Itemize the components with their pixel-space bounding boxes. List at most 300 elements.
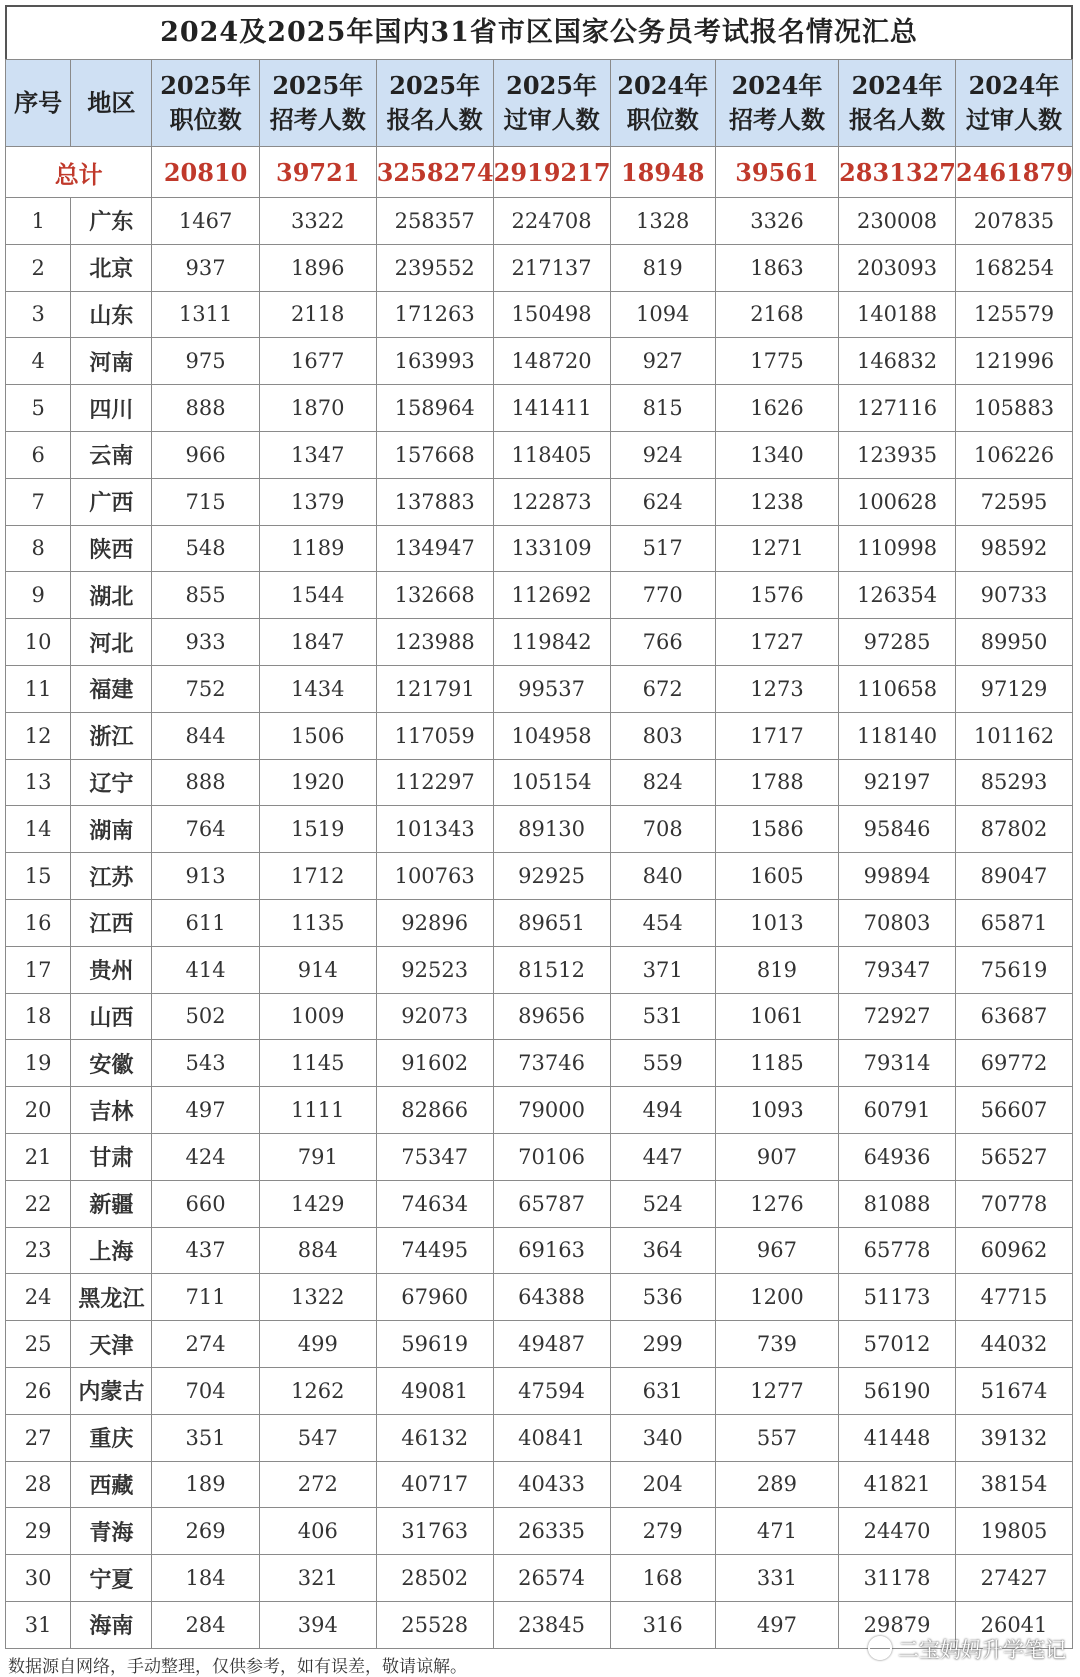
total-cell: 20810 (152, 147, 259, 198)
watermark: 二宝妈妈升学笔记 (868, 1634, 1066, 1664)
region-cell: 安徽 (71, 1040, 152, 1087)
value-cell: 272 (259, 1461, 376, 1508)
data-table (5, 59, 1073, 1649)
seq-cell: 26 (6, 1367, 71, 1414)
table-row (6, 338, 1073, 385)
value-cell: 230008 (839, 198, 956, 245)
table-row (6, 853, 1073, 900)
region-cell: 重庆 (71, 1414, 152, 1461)
value-cell: 56607 (956, 1087, 1073, 1134)
region-cell: 四川 (71, 385, 152, 432)
value-cell: 739 (715, 1321, 838, 1368)
value-cell: 123988 (376, 619, 493, 666)
value-cell: 933 (152, 619, 259, 666)
total-cell: 2461879 (956, 147, 1073, 198)
value-cell: 117059 (376, 712, 493, 759)
seq-cell: 1 (6, 198, 71, 245)
value-cell: 888 (152, 385, 259, 432)
value-cell: 150498 (493, 291, 610, 338)
value-cell: 321 (259, 1555, 376, 1602)
value-cell: 104958 (493, 712, 610, 759)
value-cell: 27427 (956, 1555, 1073, 1602)
value-cell: 26335 (493, 1508, 610, 1555)
value-cell: 92073 (376, 993, 493, 1040)
value-cell: 660 (152, 1180, 259, 1227)
value-cell: 1094 (610, 291, 715, 338)
value-cell: 2168 (715, 291, 838, 338)
seq-cell: 24 (6, 1274, 71, 1321)
seq-cell: 8 (6, 525, 71, 572)
seq-cell: 13 (6, 759, 71, 806)
value-cell: 1276 (715, 1180, 838, 1227)
value-cell: 239552 (376, 244, 493, 291)
table-row (6, 1508, 1073, 1555)
value-cell: 1788 (715, 759, 838, 806)
value-cell: 913 (152, 853, 259, 900)
seq-cell: 9 (6, 572, 71, 619)
value-cell: 752 (152, 665, 259, 712)
value-cell: 791 (259, 1133, 376, 1180)
region-cell: 广东 (71, 198, 152, 245)
table-row (6, 899, 1073, 946)
value-cell: 207835 (956, 198, 1073, 245)
value-cell: 101162 (956, 712, 1073, 759)
region-cell: 浙江 (71, 712, 152, 759)
value-cell: 499 (259, 1321, 376, 1368)
value-cell: 75619 (956, 946, 1073, 993)
value-cell: 60791 (839, 1087, 956, 1134)
value-cell: 98592 (956, 525, 1073, 572)
value-cell: 1379 (259, 478, 376, 525)
region-cell: 西藏 (71, 1461, 152, 1508)
value-cell: 371 (610, 946, 715, 993)
value-cell: 258357 (376, 198, 493, 245)
region-cell: 北京 (71, 244, 152, 291)
value-cell: 25528 (376, 1601, 493, 1648)
header-col-4: 2025年 过审人数 (493, 60, 610, 147)
value-cell: 914 (259, 946, 376, 993)
table-row (6, 1555, 1073, 1602)
value-cell: 40433 (493, 1461, 610, 1508)
value-cell: 531 (610, 993, 715, 1040)
value-cell: 70778 (956, 1180, 1073, 1227)
value-cell: 1712 (259, 853, 376, 900)
value-cell: 1586 (715, 806, 838, 853)
header-col-1: 2025年 职位数 (152, 60, 259, 147)
value-cell: 1467 (152, 198, 259, 245)
value-cell: 89656 (493, 993, 610, 1040)
value-cell: 184 (152, 1555, 259, 1602)
value-cell: 217137 (493, 244, 610, 291)
region-cell: 新疆 (71, 1180, 152, 1227)
seq-cell: 14 (6, 806, 71, 853)
seq-cell: 11 (6, 665, 71, 712)
value-cell: 331 (715, 1555, 838, 1602)
value-cell: 31763 (376, 1508, 493, 1555)
value-cell: 1262 (259, 1367, 376, 1414)
value-cell: 89950 (956, 619, 1073, 666)
value-cell: 967 (715, 1227, 838, 1274)
region-cell: 黑龙江 (71, 1274, 152, 1321)
value-cell: 47594 (493, 1367, 610, 1414)
table-row (6, 1180, 1073, 1227)
table-row (6, 291, 1073, 338)
value-cell: 203093 (839, 244, 956, 291)
seq-cell: 16 (6, 899, 71, 946)
value-cell: 1727 (715, 619, 838, 666)
value-cell: 60962 (956, 1227, 1073, 1274)
header-col-3: 2025年 报名人数 (376, 60, 493, 147)
value-cell: 351 (152, 1414, 259, 1461)
value-cell: 844 (152, 712, 259, 759)
value-cell: 99537 (493, 665, 610, 712)
value-cell: 494 (610, 1087, 715, 1134)
table-row (6, 431, 1073, 478)
table-row (6, 665, 1073, 712)
value-cell: 65871 (956, 899, 1073, 946)
seq-cell: 7 (6, 478, 71, 525)
table-row (6, 619, 1073, 666)
value-cell: 299 (610, 1321, 715, 1368)
region-cell: 内蒙古 (71, 1367, 152, 1414)
value-cell: 148720 (493, 338, 610, 385)
region-cell: 宁夏 (71, 1555, 152, 1602)
total-cell: 39561 (715, 147, 838, 198)
value-cell: 907 (715, 1133, 838, 1180)
value-cell: 1863 (715, 244, 838, 291)
table-row (6, 525, 1073, 572)
value-cell: 125579 (956, 291, 1073, 338)
value-cell: 92925 (493, 853, 610, 900)
value-cell: 118140 (839, 712, 956, 759)
value-cell: 1347 (259, 431, 376, 478)
seq-cell: 19 (6, 1040, 71, 1087)
table-row (6, 478, 1073, 525)
value-cell: 1111 (259, 1087, 376, 1134)
value-cell: 631 (610, 1367, 715, 1414)
seq-cell: 12 (6, 712, 71, 759)
table-row (6, 385, 1073, 432)
value-cell: 1717 (715, 712, 838, 759)
value-cell: 46132 (376, 1414, 493, 1461)
value-cell: 517 (610, 525, 715, 572)
seq-cell: 25 (6, 1321, 71, 1368)
value-cell: 41448 (839, 1414, 956, 1461)
region-cell: 广西 (71, 478, 152, 525)
value-cell: 56527 (956, 1133, 1073, 1180)
value-cell: 547 (259, 1414, 376, 1461)
value-cell: 611 (152, 899, 259, 946)
value-cell: 105883 (956, 385, 1073, 432)
region-cell: 上海 (71, 1227, 152, 1274)
value-cell: 1009 (259, 993, 376, 1040)
value-cell: 1896 (259, 244, 376, 291)
value-cell: 1322 (259, 1274, 376, 1321)
region-cell: 河南 (71, 338, 152, 385)
seq-cell: 22 (6, 1180, 71, 1227)
value-cell: 624 (610, 478, 715, 525)
value-cell: 1775 (715, 338, 838, 385)
value-cell: 95846 (839, 806, 956, 853)
value-cell: 1340 (715, 431, 838, 478)
value-cell: 79314 (839, 1040, 956, 1087)
region-cell: 陕西 (71, 525, 152, 572)
region-cell: 海南 (71, 1601, 152, 1648)
value-cell: 63687 (956, 993, 1073, 1040)
seq-cell: 6 (6, 431, 71, 478)
value-cell: 502 (152, 993, 259, 1040)
value-cell: 122873 (493, 478, 610, 525)
table-row (6, 1321, 1073, 1368)
value-cell: 1277 (715, 1367, 838, 1414)
value-cell: 557 (715, 1414, 838, 1461)
value-cell: 888 (152, 759, 259, 806)
total-cell: 3258274 (376, 147, 493, 198)
table-row (6, 572, 1073, 619)
value-cell: 87802 (956, 806, 1073, 853)
table-row (6, 244, 1073, 291)
value-cell: 99894 (839, 853, 956, 900)
value-cell: 74495 (376, 1227, 493, 1274)
value-cell: 126354 (839, 572, 956, 619)
value-cell: 85293 (956, 759, 1073, 806)
value-cell: 110998 (839, 525, 956, 572)
value-cell: 927 (610, 338, 715, 385)
value-cell: 73746 (493, 1040, 610, 1087)
value-cell: 49081 (376, 1367, 493, 1414)
value-cell: 1506 (259, 712, 376, 759)
seq-cell: 27 (6, 1414, 71, 1461)
table-row (6, 759, 1073, 806)
value-cell: 1238 (715, 478, 838, 525)
value-cell: 1311 (152, 291, 259, 338)
value-cell: 855 (152, 572, 259, 619)
value-cell: 41821 (839, 1461, 956, 1508)
value-cell: 1519 (259, 806, 376, 853)
watermark-logo-icon (868, 1636, 892, 1660)
value-cell: 26041 (956, 1601, 1073, 1648)
header-col-7: 2024年 报名人数 (839, 60, 956, 147)
value-cell: 424 (152, 1133, 259, 1180)
value-cell: 543 (152, 1040, 259, 1087)
value-cell: 123935 (839, 431, 956, 478)
table-row (6, 712, 1073, 759)
value-cell: 89651 (493, 899, 610, 946)
value-cell: 171263 (376, 291, 493, 338)
seq-cell: 31 (6, 1601, 71, 1648)
value-cell: 121996 (956, 338, 1073, 385)
table-row (6, 1040, 1073, 1087)
seq-cell: 30 (6, 1555, 71, 1602)
value-cell: 414 (152, 946, 259, 993)
value-cell: 133109 (493, 525, 610, 572)
value-cell: 274 (152, 1321, 259, 1368)
value-cell: 819 (610, 244, 715, 291)
value-cell: 764 (152, 806, 259, 853)
value-cell: 64388 (493, 1274, 610, 1321)
value-cell: 110658 (839, 665, 956, 712)
total-cell: 2919217 (493, 147, 610, 198)
value-cell: 168254 (956, 244, 1073, 291)
value-cell: 1870 (259, 385, 376, 432)
value-cell: 224708 (493, 198, 610, 245)
value-cell: 1185 (715, 1040, 838, 1087)
total-cell: 39721 (259, 147, 376, 198)
value-cell: 340 (610, 1414, 715, 1461)
value-cell: 157668 (376, 431, 493, 478)
table-row (6, 1087, 1073, 1134)
region-cell: 山东 (71, 291, 152, 338)
value-cell: 204 (610, 1461, 715, 1508)
value-cell: 394 (259, 1601, 376, 1648)
value-cell: 824 (610, 759, 715, 806)
seq-cell: 3 (6, 291, 71, 338)
seq-cell: 18 (6, 993, 71, 1040)
table-row (6, 1414, 1073, 1461)
value-cell: 29879 (839, 1601, 956, 1648)
region-cell: 湖南 (71, 806, 152, 853)
value-cell: 112692 (493, 572, 610, 619)
value-cell: 708 (610, 806, 715, 853)
value-cell: 1544 (259, 572, 376, 619)
value-cell: 884 (259, 1227, 376, 1274)
header-col-6: 2024年 招考人数 (715, 60, 838, 147)
value-cell: 536 (610, 1274, 715, 1321)
seq-cell: 2 (6, 244, 71, 291)
value-cell: 672 (610, 665, 715, 712)
header-col-2: 2025年 招考人数 (259, 60, 376, 147)
value-cell: 89130 (493, 806, 610, 853)
table-row (6, 1227, 1073, 1274)
value-cell: 40717 (376, 1461, 493, 1508)
value-cell: 715 (152, 478, 259, 525)
value-cell: 1135 (259, 899, 376, 946)
value-cell: 937 (152, 244, 259, 291)
value-cell: 31178 (839, 1555, 956, 1602)
summary-sheet (5, 5, 1073, 1649)
value-cell: 524 (610, 1180, 715, 1227)
value-cell: 269 (152, 1508, 259, 1555)
value-cell: 26574 (493, 1555, 610, 1602)
value-cell: 2118 (259, 291, 376, 338)
value-cell: 121791 (376, 665, 493, 712)
table-row (6, 993, 1073, 1040)
value-cell: 1271 (715, 525, 838, 572)
value-cell: 1677 (259, 338, 376, 385)
value-cell: 924 (610, 431, 715, 478)
region-cell: 甘肃 (71, 1133, 152, 1180)
region-cell: 辽宁 (71, 759, 152, 806)
seq-cell: 23 (6, 1227, 71, 1274)
value-cell: 497 (152, 1087, 259, 1134)
value-cell: 132668 (376, 572, 493, 619)
value-cell: 1429 (259, 1180, 376, 1227)
value-cell: 92896 (376, 899, 493, 946)
value-cell: 119842 (493, 619, 610, 666)
table-title: 2024及2025年国内31省市区国家公务员考试报名情况汇总 (5, 5, 1073, 59)
value-cell: 59619 (376, 1321, 493, 1368)
seq-cell: 17 (6, 946, 71, 993)
value-cell: 70106 (493, 1133, 610, 1180)
value-cell: 97129 (956, 665, 1073, 712)
value-cell: 279 (610, 1508, 715, 1555)
value-cell: 316 (610, 1601, 715, 1648)
seq-cell: 20 (6, 1087, 71, 1134)
value-cell: 1145 (259, 1040, 376, 1087)
value-cell: 497 (715, 1601, 838, 1648)
value-cell: 770 (610, 572, 715, 619)
value-cell: 137883 (376, 478, 493, 525)
value-cell: 189 (152, 1461, 259, 1508)
value-cell: 112297 (376, 759, 493, 806)
value-cell: 38154 (956, 1461, 1073, 1508)
seq-cell: 4 (6, 338, 71, 385)
value-cell: 91602 (376, 1040, 493, 1087)
table-row (6, 946, 1073, 993)
value-cell: 704 (152, 1367, 259, 1414)
seq-cell: 15 (6, 853, 71, 900)
value-cell: 127116 (839, 385, 956, 432)
value-cell: 64936 (839, 1133, 956, 1180)
value-cell: 44032 (956, 1321, 1073, 1368)
value-cell: 146832 (839, 338, 956, 385)
value-cell: 65778 (839, 1227, 956, 1274)
value-cell: 289 (715, 1461, 838, 1508)
value-cell: 56190 (839, 1367, 956, 1414)
value-cell: 23845 (493, 1601, 610, 1648)
value-cell: 406 (259, 1508, 376, 1555)
value-cell: 28502 (376, 1555, 493, 1602)
value-cell: 163993 (376, 338, 493, 385)
table-row (6, 806, 1073, 853)
seq-cell: 29 (6, 1508, 71, 1555)
header-region: 地区 (71, 60, 152, 147)
value-cell: 100763 (376, 853, 493, 900)
table-row (6, 1367, 1073, 1414)
seq-cell: 5 (6, 385, 71, 432)
value-cell: 89047 (956, 853, 1073, 900)
value-cell: 101343 (376, 806, 493, 853)
value-cell: 69772 (956, 1040, 1073, 1087)
value-cell: 70803 (839, 899, 956, 946)
total-row (6, 147, 1073, 198)
value-cell: 51674 (956, 1367, 1073, 1414)
value-cell: 69163 (493, 1227, 610, 1274)
value-cell: 966 (152, 431, 259, 478)
region-cell: 山西 (71, 993, 152, 1040)
value-cell: 1093 (715, 1087, 838, 1134)
value-cell: 106226 (956, 431, 1073, 478)
value-cell: 92197 (839, 759, 956, 806)
value-cell: 57012 (839, 1321, 956, 1368)
seq-cell: 28 (6, 1461, 71, 1508)
value-cell: 105154 (493, 759, 610, 806)
value-cell: 72595 (956, 478, 1073, 525)
value-cell: 1576 (715, 572, 838, 619)
region-cell: 云南 (71, 431, 152, 478)
value-cell: 168 (610, 1555, 715, 1602)
value-cell: 284 (152, 1601, 259, 1648)
value-cell: 803 (610, 712, 715, 759)
value-cell: 19805 (956, 1508, 1073, 1555)
value-cell: 141411 (493, 385, 610, 432)
value-cell: 1434 (259, 665, 376, 712)
header-seq: 序号 (6, 60, 71, 147)
value-cell: 158964 (376, 385, 493, 432)
value-cell: 1847 (259, 619, 376, 666)
value-cell: 1273 (715, 665, 838, 712)
value-cell: 24470 (839, 1508, 956, 1555)
